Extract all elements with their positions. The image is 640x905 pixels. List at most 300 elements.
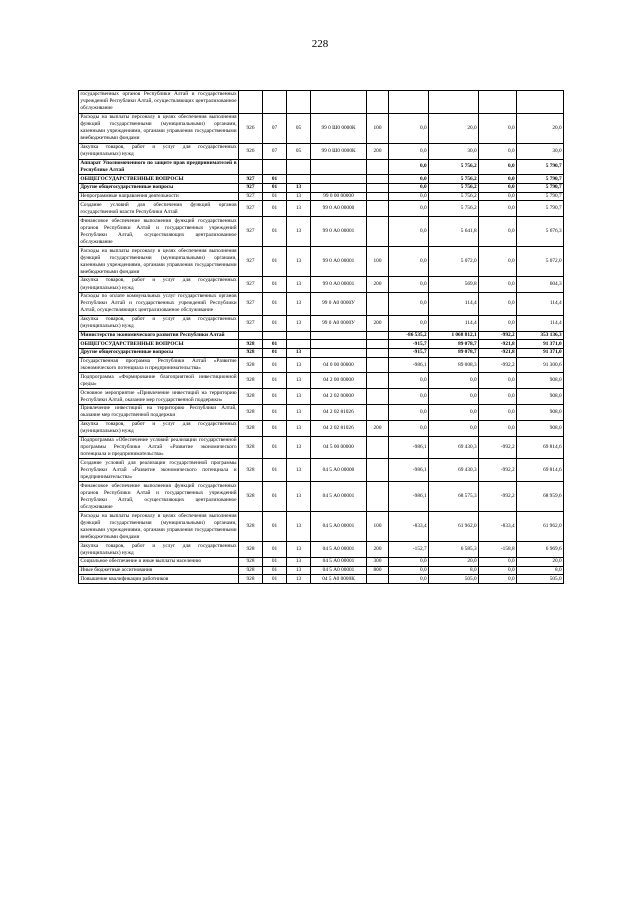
row-amount-change-1: 0,0 (389, 217, 429, 247)
row-amount-1: 0,0 (429, 373, 479, 389)
row-amount-change-2: -992,2 (479, 331, 517, 340)
row-target-article: 99 0 А0 00001 (311, 217, 367, 247)
row-amount-2: 30,0 (517, 143, 564, 159)
row-amount-change-2: -833,4 (479, 512, 517, 542)
row-gr-code: 928 (239, 566, 263, 575)
table-row (79, 512, 564, 542)
row-amount-2: 114,4 (517, 292, 564, 315)
row-amount-1: 61 962,0 (429, 512, 479, 542)
row-expense-type (367, 192, 389, 201)
row-name: государственных органов Республики Алтай и государственных учреждений Республики Алтай, осуществляющих централизованное обслуживание (80, 91, 237, 112)
row-target-article: 99 0 Ш0 0000К (311, 143, 367, 159)
row-gr-code: 928 (239, 575, 263, 584)
row-subsection-code (287, 159, 311, 175)
row-amount-change-1: 0,0 (389, 247, 429, 277)
row-section-code: 01 (263, 357, 287, 373)
row-amount-change-2: -992,2 (479, 436, 517, 459)
table-row (79, 405, 564, 421)
row-amount-change-1: 0,0 (389, 201, 429, 217)
row-section-code: 01 (263, 389, 287, 405)
row-section-code (263, 159, 287, 175)
row-amount-change-2: 0,0 (479, 575, 517, 584)
row-amount-1: 1 068 812,1 (429, 331, 479, 340)
row-section-code: 01 (263, 247, 287, 277)
row-subsection-code: 13 (287, 349, 311, 358)
row-amount-1: 69 430,3 (429, 436, 479, 459)
row-amount-2: 20,0 (517, 113, 564, 143)
row-amount-2: 505,0 (517, 575, 564, 584)
row-gr-code: 928 (239, 389, 263, 405)
row-amount-change-1: 0,0 (389, 566, 429, 575)
row-target-article: 04 5 А0 00000 (311, 459, 367, 482)
table-row (79, 575, 564, 584)
row-expense-type: 100 (367, 113, 389, 143)
row-amount-2: 68 959,6 (517, 482, 564, 512)
row-amount-1 (429, 91, 479, 114)
row-subsection-code: 13 (287, 315, 311, 331)
row-target-article: 99 0 00 00000 (311, 192, 367, 201)
row-name: Расходы на выплаты персоналу в целях обеспечения выполнения функций государственными (муниципальными) органами, казенными учреждениями, органами управления государственными внебюджетными фондами (80, 247, 237, 275)
row-name: Закупка товаров, работ и услуг для государственных (муниципальных) нужд (80, 316, 237, 330)
row-expense-type (367, 91, 389, 114)
table-row (79, 349, 564, 358)
row-amount-change-1: 0,0 (389, 143, 429, 159)
row-amount-change-1: -986,1 (389, 357, 429, 373)
row-expense-type (367, 175, 389, 184)
row-expense-type (367, 184, 389, 193)
row-amount-change-2: 0,0 (479, 175, 517, 184)
row-subsection-code: 05 (287, 143, 311, 159)
table-row (79, 436, 564, 459)
row-amount-2: 908,0 (517, 420, 564, 436)
row-gr-code: 928 (239, 357, 263, 373)
row-section-code (263, 331, 287, 340)
row-expense-type (367, 340, 389, 349)
row-amount-change-1: 0,0 (389, 373, 429, 389)
row-subsection-code: 13 (287, 420, 311, 436)
row-gr-code: 927 (239, 201, 263, 217)
row-amount-1: 5 756,2 (429, 201, 479, 217)
budget-table-body (79, 91, 564, 584)
row-expense-type (367, 159, 389, 175)
row-expense-type (367, 357, 389, 373)
row-amount-change-1 (389, 91, 429, 114)
table-row (79, 566, 564, 575)
row-subsection-code (287, 331, 311, 340)
row-name: Расходы по оплате коммунальных услуг государственных органов Республики Алтай и государственных учреждений Республики Алтай, осуществляющих централизованное обслуживание (80, 293, 237, 314)
row-subsection-code: 13 (287, 373, 311, 389)
row-target-article: 99 0 А0 0000У (311, 292, 367, 315)
table-row (79, 373, 564, 389)
table-row (79, 331, 564, 340)
row-subsection-code (287, 91, 311, 114)
row-amount-change-1: -986,1 (389, 459, 429, 482)
row-target-article: 99 0 А0 00001 (311, 247, 367, 277)
row-name: Непрограммные направления деятельности (79, 192, 239, 201)
row-section-code: 01 (263, 575, 287, 584)
row-amount-2: 8,0 (517, 566, 564, 575)
row-amount-change-2: 0,0 (479, 247, 517, 277)
row-amount-2: 20,0 (517, 558, 564, 567)
row-amount-2: 5 790,7 (517, 192, 564, 201)
row-target-article: 04 2 02 81026 (311, 420, 367, 436)
row-target-article: 04 2 02 00000 (311, 389, 367, 405)
row-name: Привлечение инвестиций на территорию Республики Алтай, оказание мер государственной поддержки (80, 405, 237, 419)
row-amount-change-2: 0,0 (479, 292, 517, 315)
row-amount-change-1: 0,0 (389, 420, 429, 436)
row-gr-code: 928 (239, 459, 263, 482)
row-name: Другие общегосударственные вопросы (79, 184, 239, 193)
row-amount-1: 20,0 (429, 558, 479, 567)
row-amount-change-2: 0,0 (479, 389, 517, 405)
table-row (79, 542, 564, 558)
row-amount-change-2: 0,0 (479, 159, 517, 175)
row-amount-change-2: -992,2 (479, 459, 517, 482)
row-amount-change-2: 0,0 (479, 113, 517, 143)
row-amount-2: 908,0 (517, 389, 564, 405)
row-amount-change-2: 0,0 (479, 201, 517, 217)
row-subsection-code: 13 (287, 217, 311, 247)
row-section-code: 01 (263, 292, 287, 315)
row-expense-type (367, 459, 389, 482)
row-subsection-code: 13 (287, 201, 311, 217)
row-amount-change-1: 0,0 (389, 113, 429, 143)
row-name: ОБЩЕГОСУДАРСТВЕННЫЕ ВОПРОСЫ (79, 175, 239, 184)
row-amount-1: 5 756,2 (429, 184, 479, 193)
row-section-code: 01 (263, 315, 287, 331)
row-gr-code: 928 (239, 420, 263, 436)
row-amount-1: 5 756,2 (429, 175, 479, 184)
row-gr-code: 927 (239, 175, 263, 184)
row-name: Финансовое обеспечение выполнения функций государственных органов Республики Алтай и государственных учреждений Республики Алтай, осуществляющих централизованное обслуживание (80, 217, 237, 245)
row-expense-type (367, 389, 389, 405)
row-amount-1: 69 430,3 (429, 459, 479, 482)
table-row (79, 292, 564, 315)
row-gr-code: 926 (239, 143, 263, 159)
table-row (79, 389, 564, 405)
row-section-code: 01 (263, 512, 287, 542)
row-amount-1: 505,0 (429, 575, 479, 584)
table-row (79, 277, 564, 293)
row-amount-change-2: -992,2 (479, 482, 517, 512)
row-gr-code: 928 (239, 542, 263, 558)
row-amount-change-2: -921,8 (479, 340, 517, 349)
row-amount-change-2: 0,0 (479, 192, 517, 201)
row-name: Расходы на выплаты персоналу в целях обеспечения выполнения функций государственными (муниципальными) органами, казенными учреждениями, органами управления государственными внебюджетными фондами (80, 512, 237, 540)
row-subsection-code (287, 340, 311, 349)
row-gr-code: 928 (239, 373, 263, 389)
row-amount-1: 8,0 (429, 566, 479, 575)
row-expense-type: 200 (367, 542, 389, 558)
row-amount-change-1: -915,7 (389, 340, 429, 349)
row-target-article: 99 0 А0 00000 (311, 201, 367, 217)
row-section-code: 01 (263, 542, 287, 558)
row-gr-code: 928 (239, 349, 263, 358)
row-expense-type (367, 201, 389, 217)
row-amount-1: 20,0 (429, 113, 479, 143)
row-subsection-code: 05 (287, 113, 311, 143)
row-subsection-code: 13 (287, 357, 311, 373)
table-row (79, 201, 564, 217)
row-amount-1: 0,0 (429, 389, 479, 405)
row-subsection-code: 13 (287, 292, 311, 315)
row-section-code: 01 (263, 184, 287, 193)
table-row (79, 184, 564, 193)
row-target-article (311, 184, 367, 193)
row-gr-code: 928 (239, 340, 263, 349)
row-target-article (311, 175, 367, 184)
table-row (79, 159, 564, 175)
row-subsection-code: 13 (287, 405, 311, 421)
row-gr-code: 927 (239, 247, 263, 277)
row-target-article: 99 0 А0 0000У (311, 315, 367, 331)
row-name: Повышение квалификации работников (79, 575, 239, 584)
row-name: Подпрограмма «Формирование благоприятной инвестиционной среды» (80, 373, 237, 387)
row-amount-change-2: -921,8 (479, 349, 517, 358)
row-amount-change-2: 0,0 (479, 143, 517, 159)
row-amount-1: 0,0 (429, 405, 479, 421)
row-amount-change-1: 0,0 (389, 292, 429, 315)
row-amount-1: 6 585,3 (429, 542, 479, 558)
row-amount-change-1: 0,0 (389, 389, 429, 405)
row-amount-1: 5 072,0 (429, 247, 479, 277)
row-amount-1: 569,8 (429, 277, 479, 293)
row-expense-type (367, 405, 389, 421)
row-target-article: 04 5 А0 00001 (311, 512, 367, 542)
row-subsection-code: 13 (287, 436, 311, 459)
row-amount-change-1: 0,0 (389, 159, 429, 175)
row-amount-2: 69 814,6 (517, 459, 564, 482)
table-row (79, 420, 564, 436)
row-amount-change-2: 0,0 (479, 315, 517, 331)
row-amount-1: 89 008,3 (429, 357, 479, 373)
row-expense-type: 100 (367, 247, 389, 277)
row-amount-2: 91 300,6 (517, 357, 564, 373)
row-gr-code: 928 (239, 405, 263, 421)
row-subsection-code: 13 (287, 389, 311, 405)
row-name: Закупка товаров, работ и услуг для государственных (муниципальных) нужд (80, 421, 237, 435)
row-section-code: 01 (263, 436, 287, 459)
row-name: Иные бюджетные ассигнования (79, 566, 239, 575)
row-subsection-code: 13 (287, 459, 311, 482)
row-target-article: 04 5 А0 00001 (311, 542, 367, 558)
row-name: Основное мероприятие «Привлечение инвестиций на территорию Республики Алтай, оказание мер государственной поддержки» (80, 389, 237, 403)
row-amount-change-1: 0,0 (389, 184, 429, 193)
row-expense-type: 200 (367, 315, 389, 331)
row-target-article: 04 2 00 00000 (311, 373, 367, 389)
row-gr-code: 927 (239, 315, 263, 331)
row-amount-change-1: -986,1 (389, 436, 429, 459)
row-name: Закупка товаров, работ и услуг для государственных (муниципальных) нужд (80, 542, 237, 556)
row-amount-change-1: -915,7 (389, 349, 429, 358)
budget-table (78, 90, 564, 584)
row-gr-code: 927 (239, 292, 263, 315)
row-expense-type: 300 (367, 558, 389, 567)
row-gr-code: 928 (239, 436, 263, 459)
row-section-code: 01 (263, 558, 287, 567)
row-amount-1: 89 078,7 (429, 349, 479, 358)
row-amount-2: 5 676,3 (517, 217, 564, 247)
row-subsection-code: 13 (287, 247, 311, 277)
row-subsection-code: 13 (287, 192, 311, 201)
row-name: Расходы на выплаты персоналу в целях обеспечения выполнения функций государственными (муниципальными) органами, казенными учреждениями, органами управления государственными внебюджетными фондами (80, 114, 237, 142)
row-target-article (311, 159, 367, 175)
row-amount-1: 5 756,2 (429, 159, 479, 175)
table-row (79, 247, 564, 277)
row-amount-2: 61 962,0 (517, 512, 564, 542)
row-target-article: 99 0 Ш0 0000К (311, 113, 367, 143)
row-gr-code: 927 (239, 184, 263, 193)
table-row (79, 113, 564, 143)
row-subsection-code: 13 (287, 542, 311, 558)
row-amount-change-2: 0,0 (479, 558, 517, 567)
row-amount-2: 5 790,7 (517, 184, 564, 193)
row-target-article: 04 2 02 81026 (311, 405, 367, 421)
row-amount-change-1: -986,1 (389, 482, 429, 512)
row-amount-change-2: 0,0 (479, 420, 517, 436)
row-name: Создание условий для реализации государственной программы Республики Алтай «Развитие экономического потенциала и предпринимательства» (80, 459, 237, 480)
row-expense-type (367, 292, 389, 315)
row-amount-change-2: 0,0 (479, 405, 517, 421)
row-target-article: 04 5 00 00000 (311, 436, 367, 459)
row-target-article (311, 349, 367, 358)
row-amount-2: 91 371,0 (517, 340, 564, 349)
row-amount-2: 604,3 (517, 277, 564, 293)
row-amount-2: 69 814,6 (517, 436, 564, 459)
row-amount-2 (517, 91, 564, 114)
row-expense-type: 100 (367, 512, 389, 542)
row-amount-change-2: -992,2 (479, 357, 517, 373)
row-amount-change-2: -158,8 (479, 542, 517, 558)
row-amount-2: 6 969,6 (517, 542, 564, 558)
row-target-article: 04 5 А0 00001 (311, 566, 367, 575)
row-name: Закупка товаров, работ и услуг для государственных (муниципальных) нужд (80, 277, 237, 291)
row-name: Закупка товаров, работ и услуг для государственных (муниципальных) нужд (80, 144, 237, 158)
row-expense-type (367, 436, 389, 459)
row-amount-1: 114,4 (429, 292, 479, 315)
row-section-code: 01 (263, 349, 287, 358)
row-name: Создание условий для обеспечения функций органов государственной власти Республики Алтай (80, 201, 237, 215)
row-subsection-code: 13 (287, 512, 311, 542)
table-row (79, 558, 564, 567)
row-section-code: 01 (263, 340, 287, 349)
row-amount-2: 908,0 (517, 373, 564, 389)
row-amount-2: 5 790,7 (517, 201, 564, 217)
row-target-article: 04 5 А0 0000К (311, 575, 367, 584)
row-amount-change-1: -152,7 (389, 542, 429, 558)
row-amount-1: 5 641,8 (429, 217, 479, 247)
row-section-code: 07 (263, 113, 287, 143)
row-target-article: 99 0 А0 00001 (311, 277, 367, 293)
row-name: Министерство экономического развития Республики Алтай (79, 331, 239, 340)
row-gr-code (239, 159, 263, 175)
row-gr-code: 928 (239, 512, 263, 542)
row-section-code: 01 (263, 192, 287, 201)
row-expense-type (367, 482, 389, 512)
row-amount-1: 5 756,2 (429, 192, 479, 201)
row-amount-1: 89 078,7 (429, 340, 479, 349)
row-amount-change-2: 0,0 (479, 217, 517, 247)
row-name: Подпрограмма «Обеспечение условий реализации государственной программы Республики Алтай «Развитие экономического потенциала и предпринимательства» (80, 436, 237, 458)
row-amount-change-2: 0,0 (479, 566, 517, 575)
row-amount-change-2: 0,0 (479, 373, 517, 389)
row-subsection-code: 13 (287, 566, 311, 575)
row-amount-change-2: 0,0 (479, 277, 517, 293)
row-section-code: 01 (263, 175, 287, 184)
row-expense-type (367, 331, 389, 340)
row-expense-type (367, 217, 389, 247)
row-subsection-code: 13 (287, 575, 311, 584)
row-section-code: 01 (263, 420, 287, 436)
row-gr-code: 928 (239, 482, 263, 512)
row-gr-code: 928 (239, 558, 263, 567)
row-section-code: 07 (263, 143, 287, 159)
row-amount-2: 5 790,7 (517, 159, 564, 175)
row-gr-code: 927 (239, 192, 263, 201)
row-amount-change-1: 0,0 (389, 192, 429, 201)
row-gr-code (239, 331, 263, 340)
row-section-code: 01 (263, 482, 287, 512)
table-row (79, 459, 564, 482)
table-row (79, 91, 564, 114)
row-amount-change-1: -833,4 (389, 512, 429, 542)
row-target-article: 04 5 А0 00001 (311, 482, 367, 512)
row-expense-type (367, 373, 389, 389)
row-section-code: 01 (263, 373, 287, 389)
row-target-article (311, 331, 367, 340)
row-amount-change-1: 0,0 (389, 175, 429, 184)
table-row (79, 192, 564, 201)
row-section-code: 01 (263, 566, 287, 575)
row-amount-change-2 (479, 91, 517, 114)
table-row (79, 357, 564, 373)
row-amount-change-1: -86 535,2 (389, 331, 429, 340)
row-name: Государственная программа Республики Алтай «Развитие экономического потенциала и предпринимательства» (80, 357, 237, 372)
row-amount-2: 5 790,7 (517, 175, 564, 184)
row-section-code: 01 (263, 217, 287, 247)
row-amount-change-2: 0,0 (479, 184, 517, 193)
row-name: Финансовое обеспечение выполнения функций государственных органов Республики Алтай и государственных учреждений Республики Алтай, осуществляющих централизованное обслуживание (80, 482, 237, 510)
row-expense-type: 800 (367, 566, 389, 575)
row-amount-change-1: 0,0 (389, 558, 429, 567)
row-amount-change-1: 0,0 (389, 575, 429, 584)
row-expense-type: 200 (367, 420, 389, 436)
row-section-code: 01 (263, 459, 287, 482)
row-amount-change-1: 0,0 (389, 277, 429, 293)
row-amount-1: 114,4 (429, 315, 479, 331)
row-amount-1: 30,0 (429, 143, 479, 159)
row-target-article (311, 340, 367, 349)
row-amount-change-1: 0,0 (389, 315, 429, 331)
row-amount-1: 68 575,3 (429, 482, 479, 512)
row-amount-1: 0,0 (429, 420, 479, 436)
row-gr-code: 927 (239, 277, 263, 293)
row-section-code (263, 91, 287, 114)
row-subsection-code: 13 (287, 482, 311, 512)
row-gr-code (239, 91, 263, 114)
row-name: ОБЩЕГОСУДАРСТВЕННЫЕ ВОПРОСЫ (79, 340, 239, 349)
row-gr-code: 927 (239, 217, 263, 247)
row-section-code: 01 (263, 277, 287, 293)
table-row (79, 482, 564, 512)
table-row (79, 143, 564, 159)
row-expense-type (367, 349, 389, 358)
row-amount-2: 91 371,0 (517, 349, 564, 358)
row-section-code: 01 (263, 405, 287, 421)
row-target-article: 04 5 А0 00001 (311, 558, 367, 567)
table-row (79, 217, 564, 247)
row-name: Социальное обеспечение и иные выплаты населению (79, 558, 239, 567)
